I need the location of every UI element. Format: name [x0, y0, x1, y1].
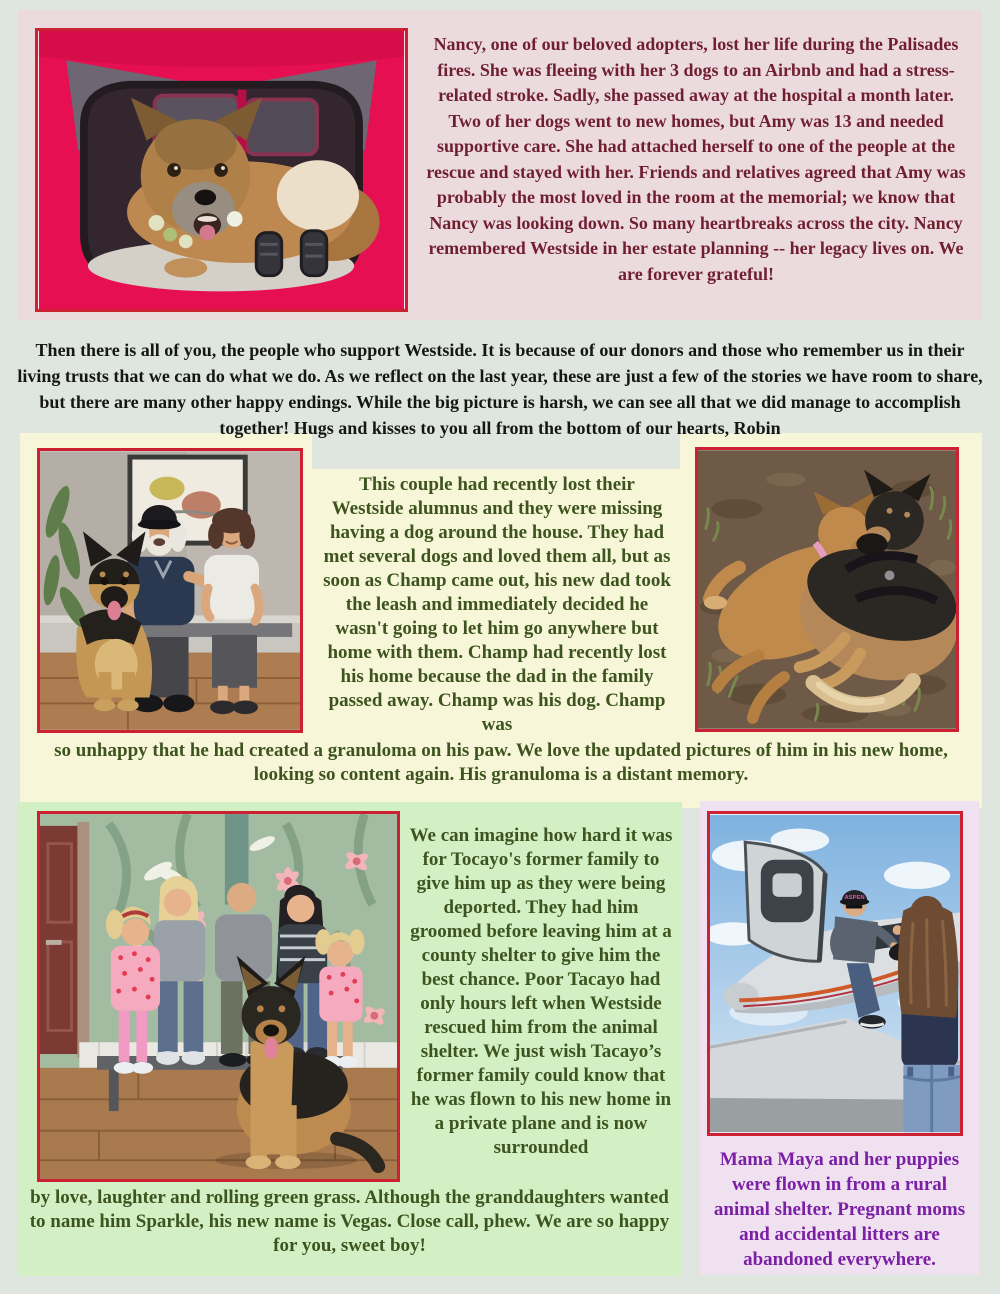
intro-paragraph-text: Then there is all of you, the people who support Westside. It is because of our donors and those who remember us in their living trusts that we can do what we do. As we reflect on the last year, these are just a few of the stories we have room to share, but there are many other happy endings. While the big picture is harsh, we can see all that we did manage to accomplish together! Hugs and kisses to you all from the bottom of our hearts, Robin — [17, 340, 983, 438]
maya-plane-illustration — [710, 814, 960, 1133]
svg-text:ASPEN: ASPEN — [844, 894, 865, 901]
photo-champ-snuggle — [695, 447, 959, 732]
amy-in-crate-illustration — [38, 31, 405, 309]
photo-amy-in-crate — [35, 28, 408, 312]
section-nancy — [18, 10, 982, 320]
photo-champ-couple — [37, 448, 303, 733]
champ-story-continued-text: so unhappy that he had created a granuloma on his paw. We love the updated pictures of him in his new home, looking so content again. His granuloma is a distant memory. — [54, 740, 948, 785]
maya-caption-text: Mama Maya and her puppies were flown in from a rural animal shelter. Pregnant moms and accidental litters are abandoned everywhere. — [713, 1149, 966, 1270]
tocayo-story-text: We can imagine how hard it was for Tocayo's former family to give him up as they were being deported. They had him groomed before leaving him at a county shelter to give him the best chance. Poor Tacayo had only hours left when Westside rescued him from the animal shelter. We just wish Tacayo’s former family could know that he was flown to his new home in a private plane and is now surrounded — [409, 825, 673, 1158]
champ-couple-illustration — [40, 451, 300, 730]
tocayo-story-continued-text: by love, laughter and rolling green grass. Although the granddaughters wanted to name him Sparkle, his new name is Vegas. Close call, phew. We are so happy for you, sweet boy! — [29, 1187, 670, 1256]
nancy-story-text: Nancy, one of our beloved adopters, lost her life during the Palisades fires. She was fleeing with her 3 dogs to an Airbnb and had a stress-related stroke. Sadly, she passed away at the hospital a month later. Two of her dogs went to new homes, but Amy was 13 and needed supportive care. She had attached herself to one of the people at the rescue and stayed with her. Friends and relatives agreed that Amy was probably the most loved in the room at the memorial; we know that Nancy was looking down. So many heartbreaks across the city. Nancy remembered Westside in her estate planning -- her legacy lives on. We are forever grateful! — [426, 34, 966, 284]
section-maya — [700, 801, 979, 1275]
champ-story-text: This couple had recently lost their Westside alumnus and they were missing having a dog around the house. They had met several dogs and loved them all, but as soon as Champ came out, his new dad took the leash and immediately decided he wasn't going to let him go anywhere but home with them. Champ had recently lost his home because the dad in the family passed away. Champ was his dog. Champ was — [323, 474, 671, 735]
section-tocayo — [17, 802, 682, 1276]
tocayo-family-illustration — [40, 814, 397, 1179]
section-champ — [20, 433, 982, 808]
photo-maya-plane — [707, 811, 963, 1136]
champ-snuggle-illustration — [698, 450, 956, 729]
photo-tocayo-family — [37, 811, 400, 1182]
